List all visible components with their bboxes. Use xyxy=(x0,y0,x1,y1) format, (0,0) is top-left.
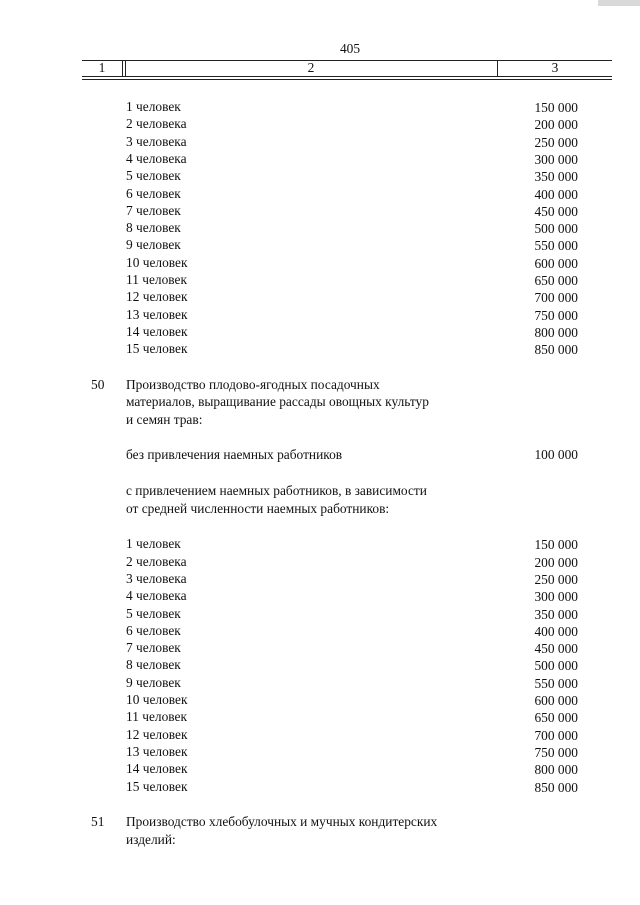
amount-value: 400 000 xyxy=(534,186,578,202)
row-label: 15 человек xyxy=(126,341,188,357)
amount-value: 350 000 xyxy=(534,606,578,622)
amount-value: 750 000 xyxy=(534,744,578,760)
row-label: 4 человека xyxy=(126,588,187,604)
row-label: 11 человек xyxy=(126,709,187,725)
row-label: 14 человек xyxy=(126,761,188,777)
section-title-line: изделий: xyxy=(126,831,176,847)
amount-value: 150 000 xyxy=(534,537,578,553)
amount-value: 450 000 xyxy=(534,203,578,219)
row-label: 7 человек xyxy=(126,640,181,656)
amount-value: 300 000 xyxy=(534,151,578,167)
row-label: 13 человек xyxy=(126,306,188,322)
amount-value: 250 000 xyxy=(534,571,578,587)
row-label: 6 человек xyxy=(126,622,181,638)
amount-value: 150 000 xyxy=(534,100,578,115)
row-label: 11 человек xyxy=(126,272,187,287)
amount-value: 200 000 xyxy=(534,117,578,133)
amount-value: 100 000 xyxy=(534,447,578,463)
column-header-3: 3 xyxy=(551,60,559,75)
row-label: 2 человека xyxy=(126,553,187,569)
row-label: 3 человека xyxy=(126,133,187,149)
row-label: 13 человек xyxy=(126,743,188,759)
row-label: 4 человека xyxy=(126,150,187,166)
row-label: 14 человек xyxy=(126,323,188,339)
subsection-heading-line: без привлечения наемных работников xyxy=(126,447,343,463)
row-label: 9 человек xyxy=(126,237,181,253)
subsection-heading-line: с привлечением наемных работников, в зависимости xyxy=(126,483,427,499)
row-label: 10 человек xyxy=(126,254,188,270)
section-title-line: Производство плодово-ягодных посадочных xyxy=(126,377,380,392)
amount-value: 550 000 xyxy=(534,675,578,691)
amount-value: 800 000 xyxy=(534,324,578,340)
amount-value: 700 000 xyxy=(534,290,578,306)
amount-value: 400 000 xyxy=(534,623,578,639)
page-number: 405 xyxy=(339,41,361,56)
subsection-heading-line: от средней численности наемных работников: xyxy=(126,500,390,516)
amount-value: 600 000 xyxy=(534,255,578,271)
row-label: 8 человек xyxy=(126,220,181,236)
scan-edge-mark xyxy=(598,0,640,6)
row-label: 3 человека xyxy=(126,570,187,586)
amount-value: 850 000 xyxy=(534,342,578,358)
amount-value: 650 000 xyxy=(534,710,578,726)
row-label: 12 человек xyxy=(126,726,188,742)
section-title-line: материалов, выращивание рассады овощных культур xyxy=(126,394,429,410)
amount-value: 500 000 xyxy=(534,658,578,674)
row-label: 1 человек xyxy=(126,99,181,114)
row-label: 10 человек xyxy=(126,692,188,707)
row-label: 5 человек xyxy=(126,605,181,621)
amount-value: 650 000 xyxy=(534,273,578,288)
amount-value: 600 000 xyxy=(534,693,578,708)
amount-value: 450 000 xyxy=(534,641,578,657)
row-label: 8 человек xyxy=(126,657,181,673)
amount-value: 300 000 xyxy=(534,589,578,605)
section-number: 50 xyxy=(91,377,105,392)
header-double-rule xyxy=(82,79,612,80)
table-header xyxy=(82,60,612,77)
row-label: 9 человек xyxy=(126,674,181,690)
row-label: 2 человека xyxy=(126,116,187,132)
row-label: 5 человек xyxy=(126,168,181,184)
amount-value: 500 000 xyxy=(534,221,578,237)
amount-value: 700 000 xyxy=(534,727,578,743)
amount-value: 250 000 xyxy=(534,134,578,150)
section-number: 51 xyxy=(91,814,105,830)
amount-value: 350 000 xyxy=(534,169,578,185)
amount-value: 200 000 xyxy=(534,554,578,570)
row-label: 15 человек xyxy=(126,778,188,794)
amount-value: 800 000 xyxy=(534,762,578,778)
header-bottom-rule xyxy=(82,76,612,77)
row-label: 1 человек xyxy=(126,536,181,552)
column-header-1: 1 xyxy=(98,60,106,75)
row-label: 12 человек xyxy=(126,289,188,305)
section-title-line: и семян трав: xyxy=(126,411,203,427)
row-label: 7 человек xyxy=(126,202,181,218)
column-header-2: 2 xyxy=(307,60,315,75)
header-divider xyxy=(122,60,123,77)
amount-value: 850 000 xyxy=(534,779,578,795)
amount-value: 550 000 xyxy=(534,238,578,254)
amount-value: 750 000 xyxy=(534,307,578,323)
section-title-line: Производство хлебобулочных и мучных кондитерских xyxy=(126,814,438,830)
row-label: 6 человек xyxy=(126,185,181,201)
